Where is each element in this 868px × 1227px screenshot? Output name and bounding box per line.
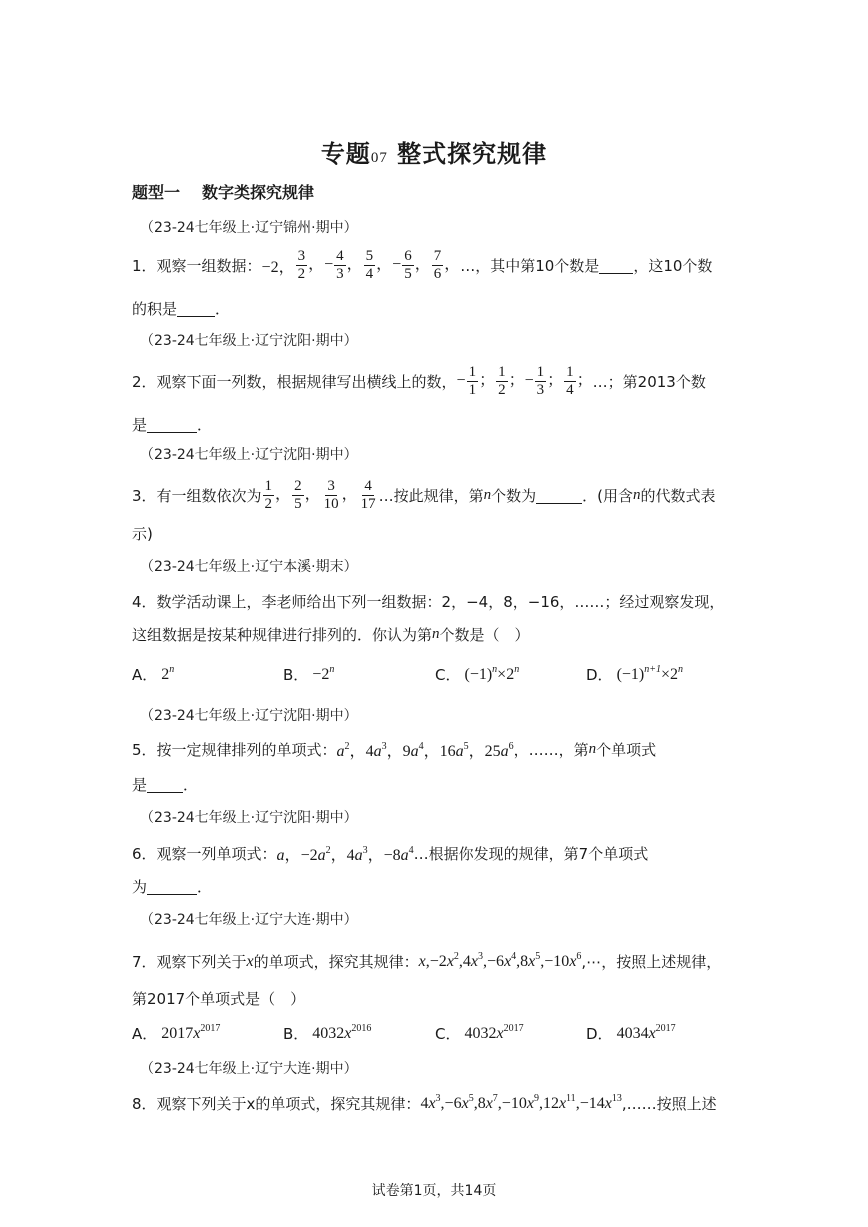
- monomial: $4a^3$: [365, 741, 387, 760]
- answer-blank[interactable]: [599, 258, 633, 274]
- option-a[interactable]: A． $2017x^{2017}$: [132, 1022, 221, 1043]
- question-8-terms: $4x^3,-6x^5,8x^7,-10x^9,12x^{11},-14x^{13}$: [420, 1092, 622, 1112]
- fraction-sign: −: [524, 372, 534, 390]
- question-source: （23-24七年级上·辽宁沈阳·期中）: [140, 447, 358, 463]
- fraction-sign: −: [456, 372, 466, 390]
- monomial: $-2a^2$: [300, 845, 331, 864]
- monomial: $16a^5$: [439, 741, 469, 760]
- question-2-fractions: − $\frac{1}{1}$ ； $\frac{1}{2}$ ；− $\frac{1}{3}$ ； $\frac{1}{4}$ ；: [456, 364, 593, 398]
- answer-blank[interactable]: [147, 417, 197, 433]
- question-1-line-1: 1．观察一组数据： −2， $\frac{3}{2}$ ，− $\frac{4}{3}$ ， $\frac{5}{4}$ ，− $\frac{6}{5}$ ， $\frac{7}{6}$ ， …，其中第10个数是 ，这10个数: [132, 248, 713, 282]
- fraction: $\frac{7}{6}$: [433, 248, 442, 282]
- question-8-line-1: 8．观察下列关于x的单项式，探究其规律： $4x^3,-6x^5,8x^7,-10x^9,12x^{11},-14x^{13}$ ,……按照上述: [132, 1092, 717, 1113]
- fraction: $\frac{1}{2}$: [498, 364, 506, 398]
- monomial: $8x^7$: [477, 1092, 498, 1112]
- monomial: $4x^3$: [462, 950, 484, 970]
- question-4-line-1: 4．数学活动课上，李老师给出下列一组数据：2，−4，8，−16，……；经过观察发现，: [132, 593, 725, 611]
- question-3-fractions: $\frac{1}{2}$ ， $\frac{2}{5}$ ， $\frac{3}{10}$ ， $\frac{4}{17}$: [264, 478, 376, 512]
- fraction: $\frac{4}{3}$: [336, 248, 344, 282]
- question-5-line-1: 5．按一定规律排列的单项式： $a^2$，$4a^3$，$9a^4$，$16a^5$，$25a^6$ ，……，第 n 个单项式: [132, 738, 656, 761]
- question-1-line-2: 的积是 ．: [132, 300, 231, 318]
- monomial: $25a^6$: [484, 741, 514, 760]
- option-b[interactable]: B． $-2^n$: [283, 663, 335, 684]
- fraction: $\frac{3}{10}$: [323, 478, 339, 512]
- fraction: $\frac{6}{5}$: [404, 248, 412, 282]
- question-source: （23-24七年级上·辽宁锦州·期中）: [140, 220, 358, 236]
- monomial: $4a^3$: [346, 845, 368, 864]
- option-d[interactable]: D． $(-1)^{n+1}\times 2^n$: [586, 663, 684, 684]
- option-c[interactable]: C． $(-1)^n\times 2^n$: [435, 663, 520, 684]
- question-7-terms: $x,-2x^2,4x^3,-6x^4,8x^5,-10x^6$: [418, 950, 582, 970]
- question-7-line-1: 7．观察下列关于 x 的单项式，探究其规律： $x,-2x^2,4x^3,-6x^4,8x^5,-10x^6$ ,⋯，按照上述规律，: [132, 950, 722, 971]
- monomial: $12x^{11}$: [542, 1092, 576, 1112]
- fraction: $\frac{5}{4}$: [365, 248, 374, 282]
- fraction: $\frac{3}{2}$: [297, 248, 306, 282]
- question-3-line-2: 示): [132, 525, 153, 543]
- monomial: $8x^5$: [520, 950, 541, 970]
- monomial: $-10x^9$: [501, 1092, 539, 1112]
- question-2-line-2: 是 ．: [132, 416, 213, 434]
- section-heading: [132, 180, 314, 203]
- option-a[interactable]: A． 2$^n$: [132, 663, 175, 684]
- question-source: （23-24七年级上·辽宁本溪·期末）: [140, 559, 358, 575]
- monomial: $9a^4$: [402, 741, 424, 760]
- monomial: $-2x^2$: [429, 950, 459, 970]
- fraction: $\frac{1}{4}$: [566, 364, 574, 398]
- answer-blank[interactable]: [536, 488, 582, 504]
- question-source: （23-24七年级上·辽宁沈阳·期中）: [140, 810, 358, 826]
- monomial: a: [276, 847, 285, 864]
- monomial: x: [418, 952, 426, 970]
- fraction: $\frac{2}{5}$: [294, 478, 302, 512]
- option-c[interactable]: C． $4032x^{2017}$: [435, 1022, 524, 1043]
- question-source: （23-24七年级上·辽宁大连·期中）: [140, 912, 358, 928]
- fraction-sign: −: [392, 256, 402, 274]
- answer-blank[interactable]: [177, 301, 215, 317]
- section-name: 数字类探究规律: [202, 183, 315, 202]
- question-7-line-2: 第2017个单项式是（ ）: [132, 990, 306, 1008]
- fraction: $\frac{4}{17}$: [360, 478, 376, 512]
- question-2-line-1: 2．观察下面一列数，根据规律写出横线上的数， − $\frac{1}{1}$ ； $\frac{1}{2}$ ；− $\frac{1}{3}$ ； $\frac{1}{4}$ ； …；第2013个数: [132, 364, 706, 398]
- question-4-line-2: 这组数据是按某种规律进行排列的．你认为第 n 个数是（ ）: [132, 626, 530, 644]
- monomial: $a^2$: [336, 741, 350, 760]
- fraction: $\frac{1}{2}$: [264, 478, 273, 512]
- question-6-terms: a，$-2a^2$，$4a^3$，$-8a^4$: [276, 845, 414, 864]
- page-title: 专题07 整式探究规律: [320, 140, 548, 168]
- monomial: $-14x^{13}$: [579, 1092, 622, 1112]
- fraction: $\frac{1}{1}$: [468, 364, 477, 398]
- answer-blank[interactable]: [147, 879, 197, 895]
- question-source: （23-24七年级上·辽宁大连·期中）: [140, 1061, 358, 1077]
- monomial: $-10x^6$: [544, 950, 582, 970]
- page-footer: 试卷第1页，共14页: [371, 1183, 497, 1199]
- monomial: $4x^3$: [420, 1092, 441, 1112]
- question-source: （23-24七年级上·辽宁沈阳·期中）: [140, 333, 358, 349]
- question-5-line-2: 是 ．: [132, 776, 199, 794]
- monomial: $-8a^4$: [383, 845, 414, 864]
- question-6-line-2: 为 ．: [132, 878, 213, 896]
- option-d[interactable]: D． $4034x^{2017}$: [586, 1022, 676, 1043]
- fraction-sign: −: [324, 256, 334, 274]
- question-1-fractions: $\frac{3}{2}$ ，− $\frac{4}{3}$ ， $\frac{5}{4}$ ，− $\frac{6}{5}$ ， $\frac{7}{6}$ ，: [297, 248, 461, 282]
- fraction: $\frac{1}{3}$: [536, 364, 545, 398]
- option-b[interactable]: B． $4032x^{2016}$: [283, 1022, 372, 1043]
- answer-blank[interactable]: [147, 777, 183, 793]
- question-source: （23-24七年级上·辽宁沈阳·期中）: [140, 708, 358, 724]
- section-label: 题型一: [132, 183, 181, 202]
- question-3-line-1: 3．有一组数依次为 $\frac{1}{2}$ ， $\frac{2}{5}$ ， $\frac{3}{10}$ ， $\frac{4}{17}$ …按此规律，第 n 个数为 ．(用含 n 的代数式表: [132, 478, 716, 512]
- question-5-terms: $a^2$，$4a^3$，$9a^4$，$16a^5$，$25a^6$: [336, 741, 514, 760]
- monomial: $-6x^5$: [444, 1092, 474, 1112]
- question-6-line-1: 6．观察一列单项式： a，$-2a^2$，$4a^3$，$-8a^4$ …根据你发现的规律，第7个单项式: [132, 842, 648, 865]
- monomial: $-6x^4$: [487, 950, 517, 970]
